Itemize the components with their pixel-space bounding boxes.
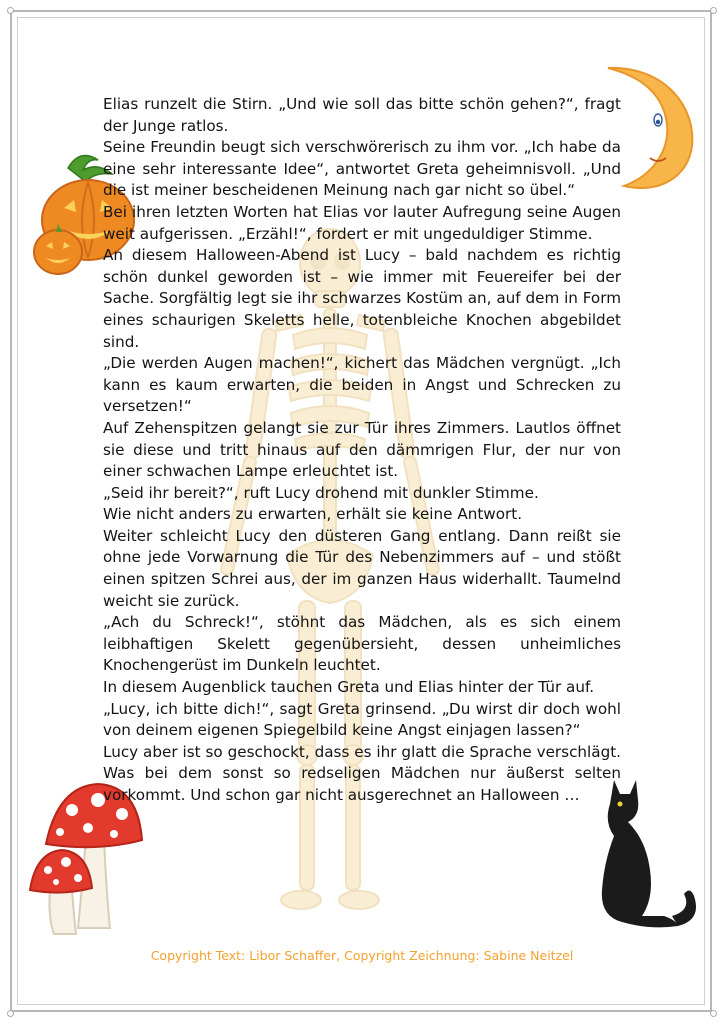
copyright-footer: Copyright Text: Libor Schaffer, Copyright Zeichnung: Sabine Neitzel — [150, 948, 574, 963]
frame-corner-ornament — [710, 7, 717, 14]
story-paragraph: Lucy aber ist so geschockt, dass es ihr glatt die Sprache verschlägt. Was bei dem sonst so redseligen Mädchen nur äußerst selten vorkommt. Und schon gar nicht ausgerechnet an Halloween … — [103, 742, 621, 804]
story-paragraph: „Ach du Schreck!“, stöhnt das Mädchen, als es sich einem leibhaftigen Skelett gegenübersieht, dessen unheimliches Knochengerüst im Dunkeln leuchtet. — [103, 613, 621, 675]
story-paragraph: Wie nicht anders zu erwarten, erhält sie keine Antwort. — [103, 505, 523, 524]
story-paragraph: „Die werden Augen machen!“, kichert das Mädchen vergnügt. „Ich kann es kaum erwarten, die beiden in Angst und Schrecken zu versetzen!“ — [103, 354, 621, 416]
story-text — [103, 94, 621, 807]
story-paragraph: Seine Freundin beugt sich verschwörerisch zu ihm vor. „Ich habe da eine sehr interessante Idee“, antwortet Greta geheimnisvoll. „Und die ist meiner bescheidenen Meinung nach gar nicht so übel.“ — [103, 138, 621, 200]
story-paragraph: „Seid ihr bereit?“, ruft Lucy drohend mit dunkler Stimme. — [103, 483, 539, 502]
story-paragraph: Elias runzelt die Stirn. „Und wie soll das bitte schön gehen?“, fragt der Junge ratlos. — [103, 95, 621, 135]
story-paragraph: Bei ihren letzten Worten hat Elias vor lauter Aufregung seine Augen weit aufgerissen. „Erzähl!“, fordert er mit ungeduldiger Stimme. — [103, 202, 621, 243]
story-paragraph: An diesem Halloween-Abend ist Lucy – bald nachdem es richtig schön dunkel geworden ist – wie immer mit Feuereifer bei der Sache. Sorgfältig legt sie ihr schwarzes Kostüm an, auf dem in Form eines schaurigen Skeletts helle, totenbleiche Knochen abgebildet sind. — [103, 246, 621, 351]
frame-corner-ornament — [710, 1010, 717, 1017]
story-paragraph: Auf Zehenspitzen gelangt sie zur Tür ihres Zimmers. Lautlos öffnet sie diese und tritt hinaus auf den dämmrigen Flur, der nur von einer schwachen Lampe erleuchtet ist. — [103, 418, 621, 481]
story-paragraph: Weiter schleicht Lucy den düsteren Gang entlang. Dann reißt sie ohne jede Vorwarnung die Tür des Nebenzimmers auf – und stößt einen spitzen Schrei aus, der im ganzen Haus widerhallt. Taumelnd weicht sie zurück. — [103, 526, 621, 610]
story-paragraph: In diesem Augenblick tauchen Greta und Elias hinter der Tür auf. — [103, 678, 595, 697]
frame-corner-ornament — [7, 7, 14, 14]
story-paragraph: „Lucy, ich bitte dich!“, sagt Greta grinsend. „Du wirst dir doch wohl von deinem eigenen Spiegelbild keine Angst einjagen lassen?“ — [103, 699, 621, 740]
frame-corner-ornament — [7, 1010, 14, 1017]
